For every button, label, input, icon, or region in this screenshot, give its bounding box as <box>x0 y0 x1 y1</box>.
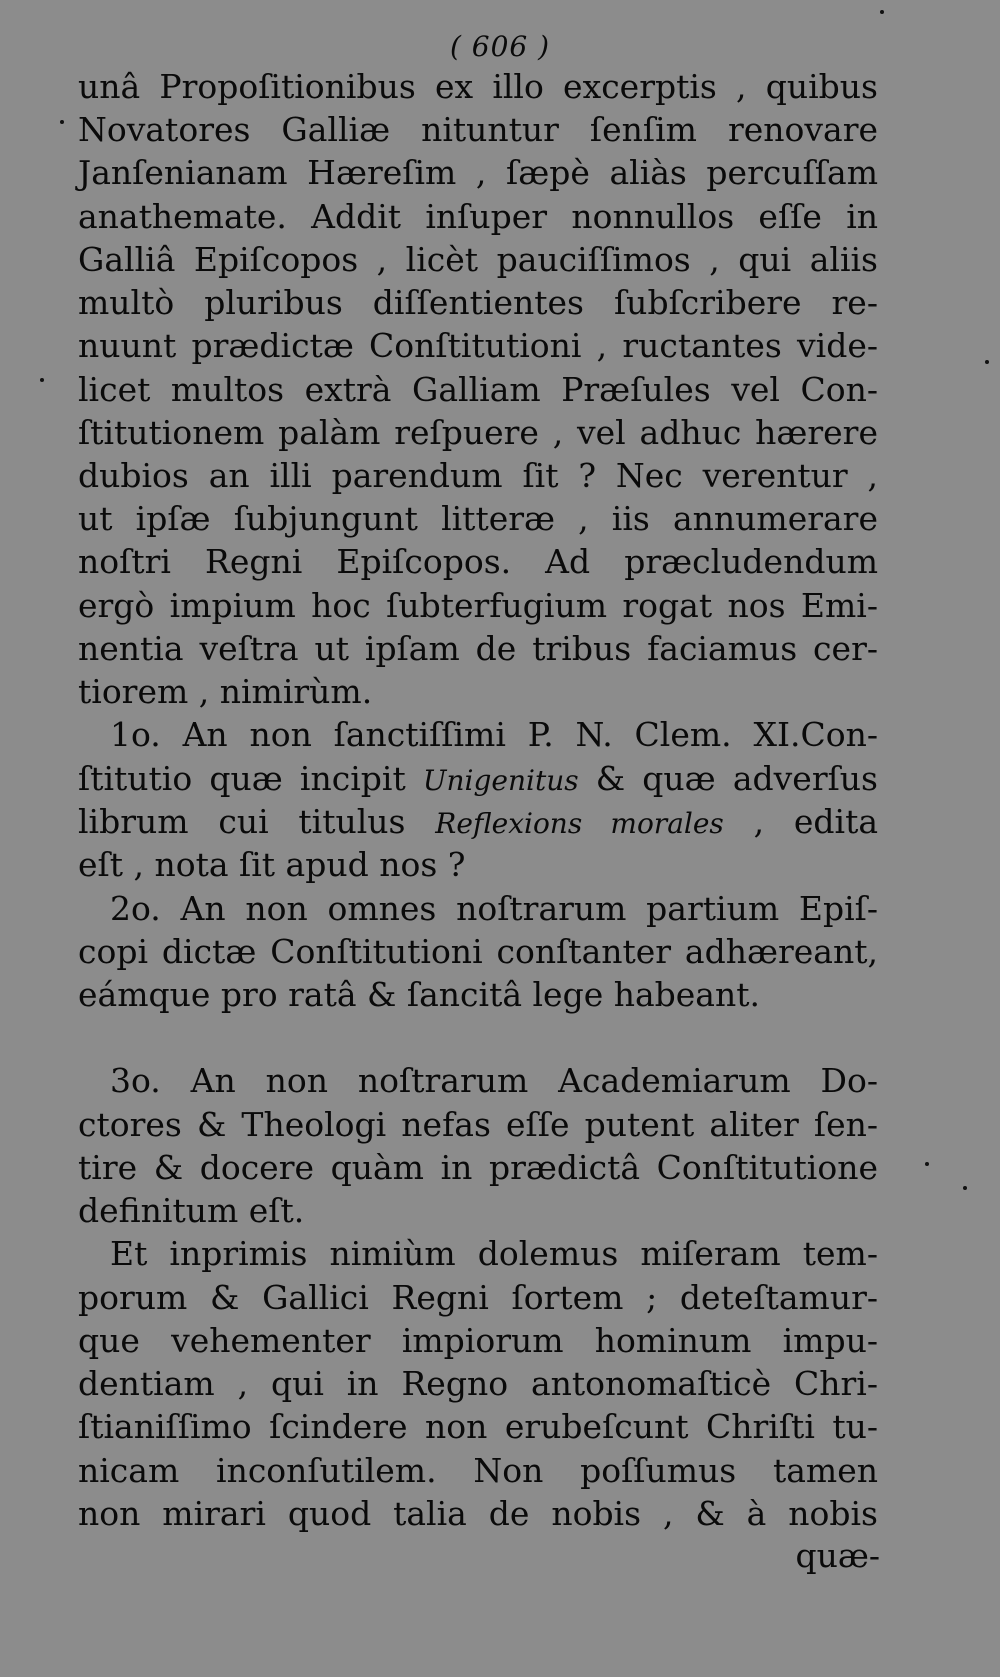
question-3-line: 3o. An non noſtrarum Academiarum Do- <box>110 1061 878 1100</box>
question-2-line: eámque pro ratâ & ſancitâ lege habeant. <box>78 975 760 1014</box>
scan-speck <box>40 378 44 382</box>
question-3-line: ctores & Theologi nefas eſſe putent aliter ſen- <box>78 1105 878 1144</box>
text-line: Galliâ Epiſcopos , licèt pauciſſimos , qui aliis <box>78 240 878 279</box>
question-1-line: eſt , nota ſit apud nos ? <box>78 845 466 884</box>
text-line: que vehementer impiorum hominum impu- <box>78 1321 878 1360</box>
text-line: ut ipſæ ſubjungunt litteræ , iis annumerare <box>78 499 878 538</box>
text-line: non mirari quod talia de nobis , & à nobis <box>78 1494 878 1533</box>
question-1-line: 1o. An non ſanctiſſimi P. N. Clem. XI.Con- <box>110 715 878 754</box>
question-2-line: copi dictæ Conſtitutioni conſtanter adhæreant, <box>78 932 878 971</box>
text-line: Novatores Galliæ nituntur ſenſim renovare <box>78 110 878 149</box>
text-line: nentia veſtra ut ipſam de tribus faciamus cer- <box>78 629 878 668</box>
question-3-line: tire & docere quàm in prædictâ Conſtitutione <box>78 1148 878 1187</box>
text-line: multò pluribus diſſentientes ſubſcribere re- <box>78 283 878 322</box>
question-2-line: 2o. An non omnes noſtrarum partium Epiſ- <box>110 889 878 928</box>
text-line: tiorem , nimirùm. <box>78 672 373 711</box>
text-line: noſtri Regni Epiſcopos. Ad præcludendum <box>78 542 878 581</box>
text-span: ſtitutio quæ incipit <box>78 759 423 798</box>
text-line: dubios an illi parendum ſit ? Nec verentur , <box>78 456 878 495</box>
text-line: dentiam , qui in Regno antonomaſticè Chri- <box>78 1364 878 1403</box>
text-line: ſtianiſſimo ſcindere non erubeſcunt Chriſti tu- <box>78 1407 878 1446</box>
text-line: ſtitutionem palàm reſpuere , vel adhuc hærere <box>78 413 878 452</box>
scan-speck <box>963 1186 967 1190</box>
text-line: anathemate. Addit inſuper nonnullos eſſe in <box>78 197 878 236</box>
question-3-line: definitum eſt. <box>78 1191 305 1230</box>
page-number: ( 606 ) <box>449 30 551 63</box>
italic-title: Unigenitus <box>422 764 579 797</box>
question-1-line <box>78 801 878 845</box>
text-span: librum cui titulus <box>78 802 436 841</box>
text-line: nicam inconſutilem. Non poſſumus tamen <box>78 1451 878 1490</box>
text-line: unâ Propoſitionibus ex illo excerptis , quibus <box>78 67 878 106</box>
text-line: nuunt prædictæ Conſtitutioni , ructantes vide- <box>78 326 878 365</box>
question-1-line <box>78 758 878 802</box>
scan-speck <box>925 1162 929 1166</box>
text-line: Et inprimis nimiùm dolemus miſeram tem- <box>110 1234 878 1273</box>
text-line: ergò impium hoc ſubterfugium rogat nos Emi- <box>78 586 878 625</box>
scan-speck <box>985 360 989 364</box>
scan-speck <box>60 120 64 124</box>
text-line: licet multos extrà Galliam Præſules vel Con- <box>78 370 878 409</box>
text-line: porum & Gallici Regni ſortem ; deteſtamur- <box>78 1278 878 1317</box>
italic-title: Reflexions morales <box>435 807 724 840</box>
catchword: quæ- <box>795 1536 880 1575</box>
text-span: , edita <box>723 802 879 841</box>
text-line: Janſenianam Hæreſim , ſæpè aliàs percuſſam <box>78 153 878 192</box>
scan-speck <box>880 10 884 14</box>
text-span: & quæ adverſus <box>578 759 878 798</box>
